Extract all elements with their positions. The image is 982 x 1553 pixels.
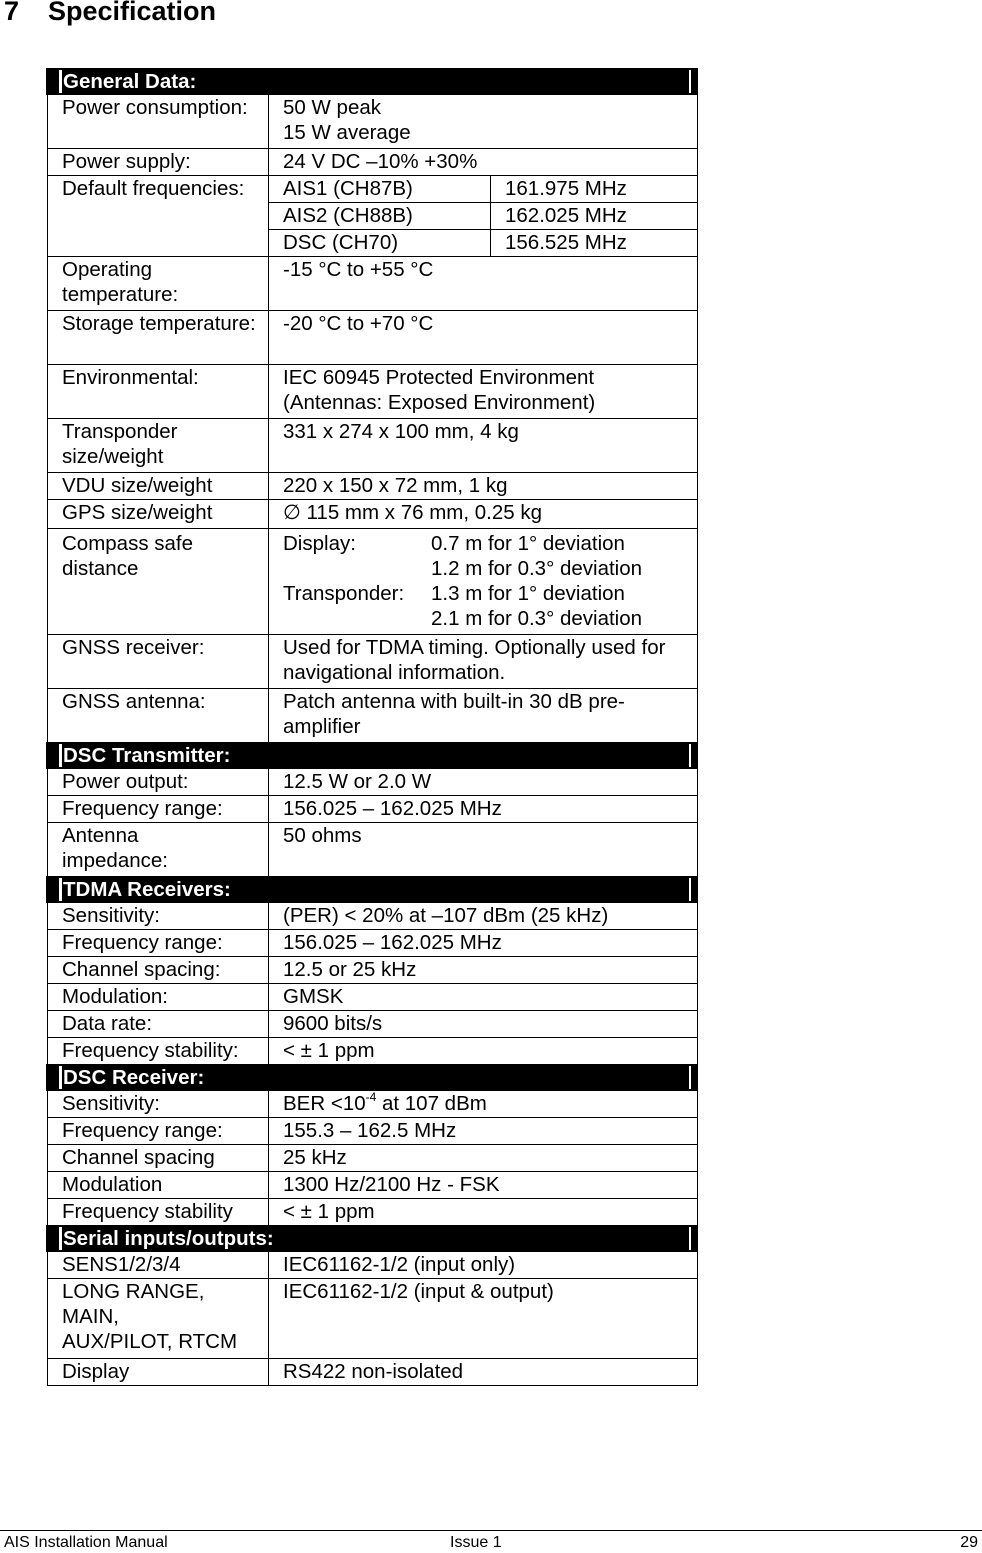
spec-label: GPS size/weight <box>48 500 269 529</box>
table-row <box>48 500 698 529</box>
table-row <box>48 1279 698 1359</box>
spec-value <box>269 1091 698 1118</box>
spec-value: RS422 non-isolated <box>269 1359 698 1386</box>
table-row <box>48 176 698 203</box>
spec-value: 1.2 m for 0.3° deviation <box>431 557 643 580</box>
section-header-serial <box>48 1226 698 1252</box>
spec-value: 0.7 m for 1° deviation <box>431 532 625 555</box>
table-row <box>48 1252 698 1279</box>
specification-table <box>46 68 698 1386</box>
spec-label: Operating temperature: <box>48 257 269 311</box>
spec-label: Transponder size/weight <box>48 419 269 473</box>
channel-frequency: 162.025 MHz <box>491 203 698 230</box>
table-row <box>48 769 698 796</box>
spec-label: Data rate: <box>48 1011 269 1038</box>
table-row <box>48 1145 698 1172</box>
spec-label: Sensitivity: <box>48 1091 269 1118</box>
table-row <box>48 823 698 877</box>
spec-label: Storage temperature: <box>48 311 269 365</box>
spec-value: Patch antenna with built-in 30 dB pre-amplifier <box>269 689 698 743</box>
spec-value: Used for TDMA timing. Optionally used for navigational information. <box>269 635 698 689</box>
sensitivity-suffix: at 107 dBm <box>376 1092 487 1115</box>
footer-page-number: 29 <box>960 1534 978 1551</box>
table-row <box>48 1199 698 1226</box>
spec-value: -15 °C to +55 °C <box>269 257 698 311</box>
spec-value: (PER) < 20% at –107 dBm (25 kHz) <box>269 903 698 930</box>
page-footer <box>0 1530 982 1551</box>
spec-label: Power consumption: <box>48 95 269 149</box>
section-number: 7 <box>4 0 20 26</box>
spec-label: Frequency stability: <box>48 1038 269 1065</box>
section-heading <box>4 0 216 27</box>
channel-frequency: 156.525 MHz <box>491 230 698 257</box>
spec-label: Modulation <box>48 1172 269 1199</box>
table-row <box>48 1011 698 1038</box>
table-row <box>48 903 698 930</box>
section-header-dsc-transmitter <box>48 743 698 769</box>
table-row <box>48 419 698 473</box>
table-row <box>48 957 698 984</box>
table-row <box>48 1091 698 1118</box>
spec-label: GNSS antenna: <box>48 689 269 743</box>
spec-value: GMSK <box>269 984 698 1011</box>
table-row <box>48 930 698 957</box>
spec-value: IEC 60945 Protected Environment <box>283 366 595 389</box>
spec-value: (Antennas: Exposed Environment) <box>283 391 596 414</box>
compass-display-label: Display: <box>283 532 356 555</box>
spec-value: 156.025 – 162.025 MHz <box>269 930 698 957</box>
footer-issue: Issue 1 <box>450 1534 502 1551</box>
table-row <box>48 529 698 635</box>
spec-label: Frequency range: <box>48 1118 269 1145</box>
spec-label: Frequency stability <box>48 1199 269 1226</box>
spec-label: Power supply: <box>48 149 269 176</box>
section-header-label: TDMA Receivers: <box>59 878 231 901</box>
spec-value: 12.5 W or 2.0 W <box>269 769 698 796</box>
spec-value: 155.3 – 162.5 MHz <box>269 1118 698 1145</box>
table-row <box>48 95 698 149</box>
spec-label: Default frequencies: <box>48 176 269 257</box>
section-header-tdma-receivers <box>48 877 698 903</box>
section-title: Specification <box>48 0 217 26</box>
section-header-general <box>48 69 698 95</box>
spec-label: MAIN, <box>62 1305 119 1328</box>
sensitivity-prefix: BER <10 <box>283 1092 366 1115</box>
spec-value: 1300 Hz/2100 Hz - FSK <box>269 1172 698 1199</box>
spec-label: Frequency range: <box>48 796 269 823</box>
spec-label: Channel spacing: <box>48 957 269 984</box>
spec-label: GNSS receiver: <box>48 635 269 689</box>
spec-label: Display <box>48 1359 269 1386</box>
table-row <box>48 1359 698 1386</box>
footer-manual-title: AIS Installation Manual <box>4 1534 168 1551</box>
spec-value: 25 kHz <box>269 1145 698 1172</box>
spec-value: 156.025 – 162.025 MHz <box>269 796 698 823</box>
channel-name: AIS2 (CH88B) <box>269 203 491 230</box>
spec-label: Power output: <box>48 769 269 796</box>
spec-label: LONG RANGE, <box>62 1280 205 1303</box>
spec-label: SENS1/2/3/4 <box>48 1252 269 1279</box>
spec-value: IEC61162-1/2 (input & output) <box>269 1279 698 1359</box>
table-row <box>48 257 698 311</box>
spec-value: 2.1 m for 0.3° deviation <box>431 607 643 630</box>
table-row <box>48 635 698 689</box>
spec-value: 24 V DC –10% +30% <box>269 149 698 176</box>
table-row <box>48 1038 698 1065</box>
section-header-label: DSC Receiver: <box>59 1066 204 1089</box>
table-row <box>48 1118 698 1145</box>
spec-value: ∅ 115 mm x 76 mm, 0.25 kg <box>269 500 698 529</box>
spec-value: 9600 bits/s <box>269 1011 698 1038</box>
section-header-dsc-receiver <box>48 1065 698 1091</box>
table-row <box>48 311 698 365</box>
spec-value: < ± 1 ppm <box>269 1038 698 1065</box>
sensitivity-exponent: -4 <box>365 1090 377 1105</box>
spec-label: Channel spacing <box>48 1145 269 1172</box>
spec-value: < ± 1 ppm <box>269 1199 698 1226</box>
spec-label: Modulation: <box>48 984 269 1011</box>
table-row <box>48 796 698 823</box>
spec-value: 12.5 or 25 kHz <box>269 957 698 984</box>
spec-label: Compass safe distance <box>48 529 269 635</box>
spec-value: IEC61162-1/2 (input only) <box>269 1252 698 1279</box>
section-header-label: Serial inputs/outputs: <box>59 1227 274 1250</box>
compass-transponder-label: Transponder: <box>283 582 405 605</box>
spec-value: 331 x 274 x 100 mm, 4 kg <box>269 419 698 473</box>
spec-label: AUX/PILOT, RTCM <box>62 1330 238 1353</box>
table-row <box>48 473 698 500</box>
table-row <box>48 689 698 743</box>
spec-label: VDU size/weight <box>48 473 269 500</box>
spec-label: Antenna impedance: <box>48 823 269 877</box>
spec-label: Sensitivity: <box>48 903 269 930</box>
section-header-label: DSC Transmitter: <box>59 744 230 767</box>
spec-value: 50 W peak <box>283 96 381 119</box>
table-row <box>48 1172 698 1199</box>
channel-name: AIS1 (CH87B) <box>269 176 491 203</box>
spec-label: Frequency range: <box>48 930 269 957</box>
table-row <box>48 149 698 176</box>
table-row <box>48 984 698 1011</box>
channel-frequency: 161.975 MHz <box>491 176 698 203</box>
spec-label: Environmental: <box>48 365 269 419</box>
spec-value: 1.3 m for 1° deviation <box>431 582 625 605</box>
spec-value: -20 °C to +70 °C <box>269 311 698 365</box>
table-row <box>48 365 698 419</box>
spec-value: 15 W average <box>283 121 411 144</box>
spec-value: 50 ohms <box>269 823 698 877</box>
channel-name: DSC (CH70) <box>269 230 491 257</box>
spec-value: 220 x 150 x 72 mm, 1 kg <box>269 473 698 500</box>
section-header-label: General Data: <box>59 70 196 93</box>
